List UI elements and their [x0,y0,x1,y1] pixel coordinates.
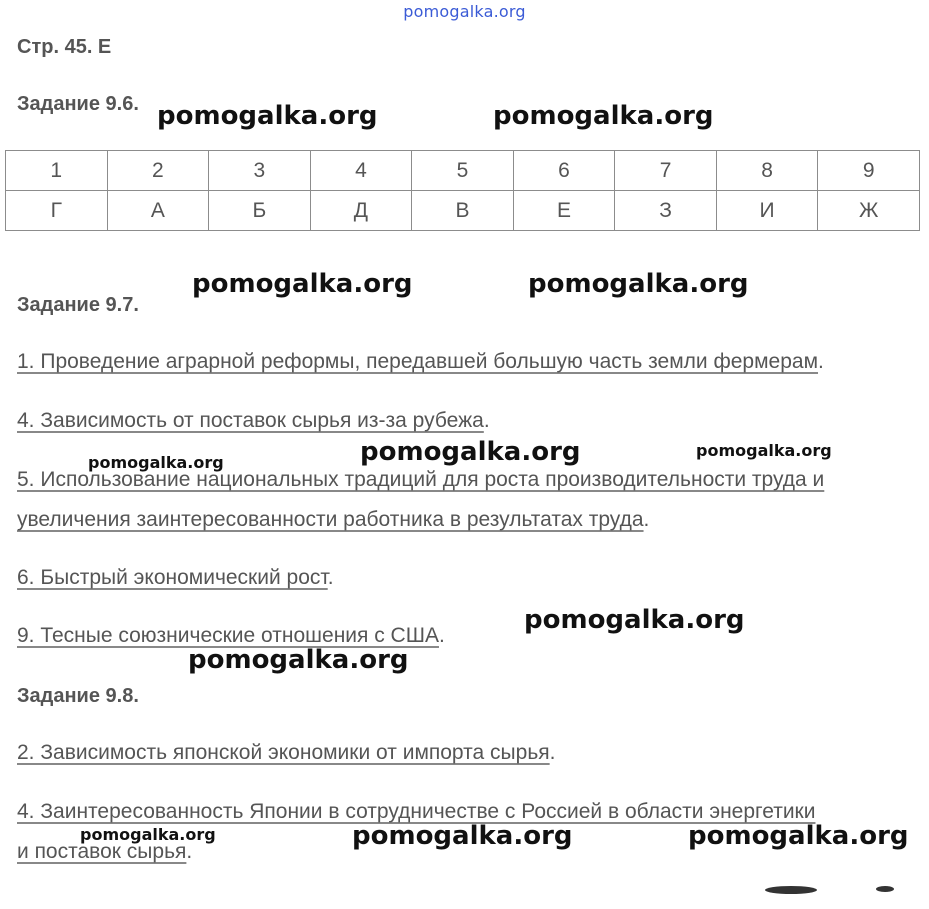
watermark: pomogalka.org [188,645,409,675]
period: . [549,741,556,764]
task-heading-9-7: Задание 9.7. [17,294,139,316]
table-row-numbers [6,151,920,191]
task-heading-9-8: Задание 9.8. [17,685,139,707]
table-cell: 4 [310,151,412,191]
table-cell: А [107,191,209,231]
answer-text: 6. Быстрый экономический рост [17,566,328,589]
table-cell: Б [209,191,311,231]
answer-line [17,401,490,441]
answer-text: 4. Заинтересованность Японии в сотрудничестве с Россией в области энергетики [17,800,816,823]
answer-line [17,733,555,773]
table-row-letters [6,191,920,231]
watermark: pomogalka.org [688,821,909,851]
answer-line [17,500,649,540]
table-cell: Г [6,191,108,231]
watermark: pomogalka.org [157,101,378,131]
watermark: pomogalka.org [192,269,413,299]
table-cell: 3 [209,151,311,191]
watermark: pomogalka.org [524,605,745,635]
scan-smudge [765,886,817,894]
answer-text: 2. Зависимость японской экономики от импорта сырья [17,741,550,764]
answer-text: и поставок сырья [17,840,187,863]
watermark: pomogalka.org [352,821,573,851]
answer-text: 5. Использование национальных традиций для роста производительности труда и [17,468,825,491]
watermark: pomogalka.org [493,101,714,131]
watermark: pomogalka.org [696,441,832,460]
table-cell: 7 [615,151,717,191]
scan-smudge [876,886,894,892]
answer-text: 9. Тесные союзнические отношения с США [17,624,439,647]
period: . [438,624,445,647]
table-cell: В [412,191,514,231]
table-cell: 8 [716,151,818,191]
table-cell: 6 [513,151,615,191]
watermark: pomogalka.org [528,269,749,299]
watermark: pomogalka.org [88,453,224,472]
table-cell: З [615,191,717,231]
table-cell: Д [310,191,412,231]
table-cell: 5 [412,151,514,191]
answer-table [5,150,920,231]
period: . [643,508,650,531]
site-watermark-top: pomogalka.org [403,2,526,21]
table-cell: 9 [818,151,920,191]
answer-text: увеличения заинтересованности работника в результатах труда [17,508,644,531]
table-cell: Ж [818,191,920,231]
watermark: pomogalka.org [360,437,581,467]
table-cell: 2 [107,151,209,191]
table-cell: 1 [6,151,108,191]
answer-line [17,558,334,598]
table-cell: Е [513,191,615,231]
watermark: pomogalka.org [80,825,216,844]
table-cell: И [716,191,818,231]
answer-text: 4. Зависимость от поставок сырья из-за рубежа [17,409,484,432]
task-heading-9-6: Задание 9.6. [17,93,139,115]
period: . [483,409,490,432]
period: . [818,350,824,373]
answer-text: 1. Проведение аграрной реформы, передавшей большую часть земли фермерам [17,350,819,373]
page-number: Стр. 45. Е [17,36,112,58]
answer-line [17,342,824,382]
period: . [327,566,334,589]
period: . [186,840,193,863]
